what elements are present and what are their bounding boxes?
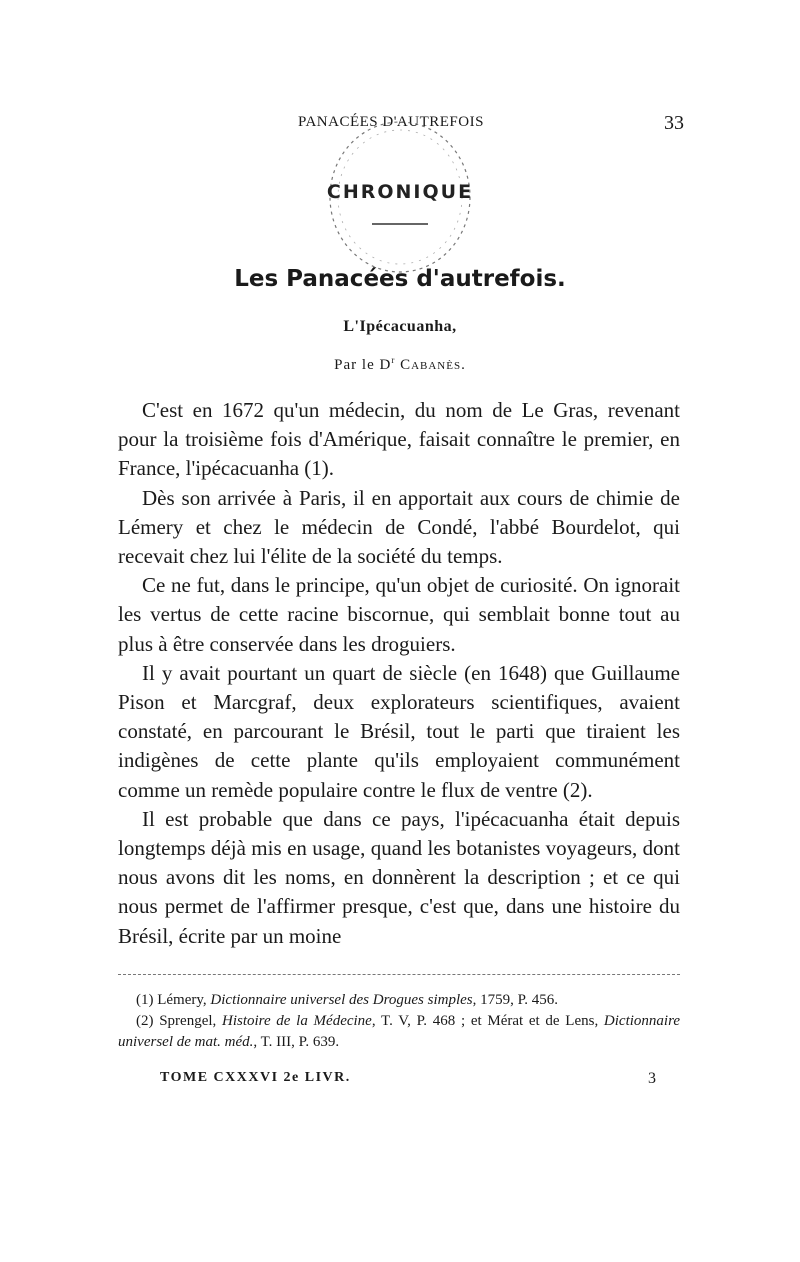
stamp-graphic <box>320 112 480 282</box>
footnote-2-prefix: (2) Sprengel, <box>136 1013 222 1029</box>
stamp-label: CHRONIQUE <box>326 181 474 203</box>
chronique-stamp <box>320 112 480 282</box>
paragraph: Il y avait pourtant un quart de siècle (en 1648) que Guillaume Pison et Marcgraf, deux explorateurs scientifiques, avaient constaté, en parcourant le Brésil, tout le parti que tiraient les indigènes de cette plante qu'ils employaient communément comme un remède populaire contre le flux de ventre (2). <box>118 660 680 802</box>
footnote-1 <box>118 990 680 1011</box>
footnotes <box>118 990 680 1053</box>
signature-number: 3 <box>648 1070 656 1087</box>
footnote-2 <box>118 1011 680 1053</box>
page-number: 33 <box>664 112 684 134</box>
footnote-2-suffix: , T. III, P. 639. <box>253 1034 340 1050</box>
article-subtitle: L'Ipécacuanha, <box>343 318 457 335</box>
article-byline <box>0 355 800 374</box>
article-title: Les Panacées d'autrefois. <box>234 266 566 292</box>
footnote-1-prefix: (1) Lémery, <box>136 992 211 1008</box>
byline-sup: r <box>391 355 396 365</box>
tome-signature: TOME CXXXVI 2e LIVR. <box>160 1070 351 1085</box>
footnote-divider <box>118 974 680 975</box>
paragraph: Dès son arrivée à Paris, il en apportait aux cours de chimie de Lémery et chez le médecin de Condé, l'abbé Bourdelot, qui recevait chez lui l'élite de la société du temps. <box>118 485 680 569</box>
paragraph: Il est probable que dans ce pays, l'ipécacuanha était depuis longtemps déjà mis en usage, quand les botanistes voyageurs, dont nous avons dit les noms, en donnèrent la description ; et ce qui nous permet de l'affirmer presque, c'est que, dans une histoire du Brésil, écrite par un moine <box>118 806 680 948</box>
footnote-2-title-2: Dictionnaire universel de mat. méd. <box>118 1013 681 1050</box>
article-body <box>118 396 680 951</box>
footnote-1-title: Dictionnaire universel des Drogues simples <box>210 992 473 1008</box>
paragraph: Ce ne fut, dans le principe, qu'un objet de curiosité. On ignorait les vertus de cette racine biscornue, qui semblait bonne tout au plus à être conservée dans les droguiers. <box>118 573 680 656</box>
footnote-1-suffix: , 1759, P. 456. <box>472 992 559 1008</box>
byline-prefix: Par le D <box>334 357 392 373</box>
footnote-2-mid: , T. V, P. 468 ; et Mérat et de Lens, <box>371 1013 604 1029</box>
footnote-2-title-1: Histoire de la Médecine <box>221 1013 372 1029</box>
running-title: PANACÉES D'AUTREFOIS <box>298 114 484 130</box>
author-name: Cabanès. <box>400 357 466 373</box>
paragraph: C'est en 1672 qu'un médecin, du nom de Le Gras, revenant pour la troisième fois d'Amérique, faisait connaître le premier, en France, l'ipécacuanha (1). <box>118 398 680 481</box>
